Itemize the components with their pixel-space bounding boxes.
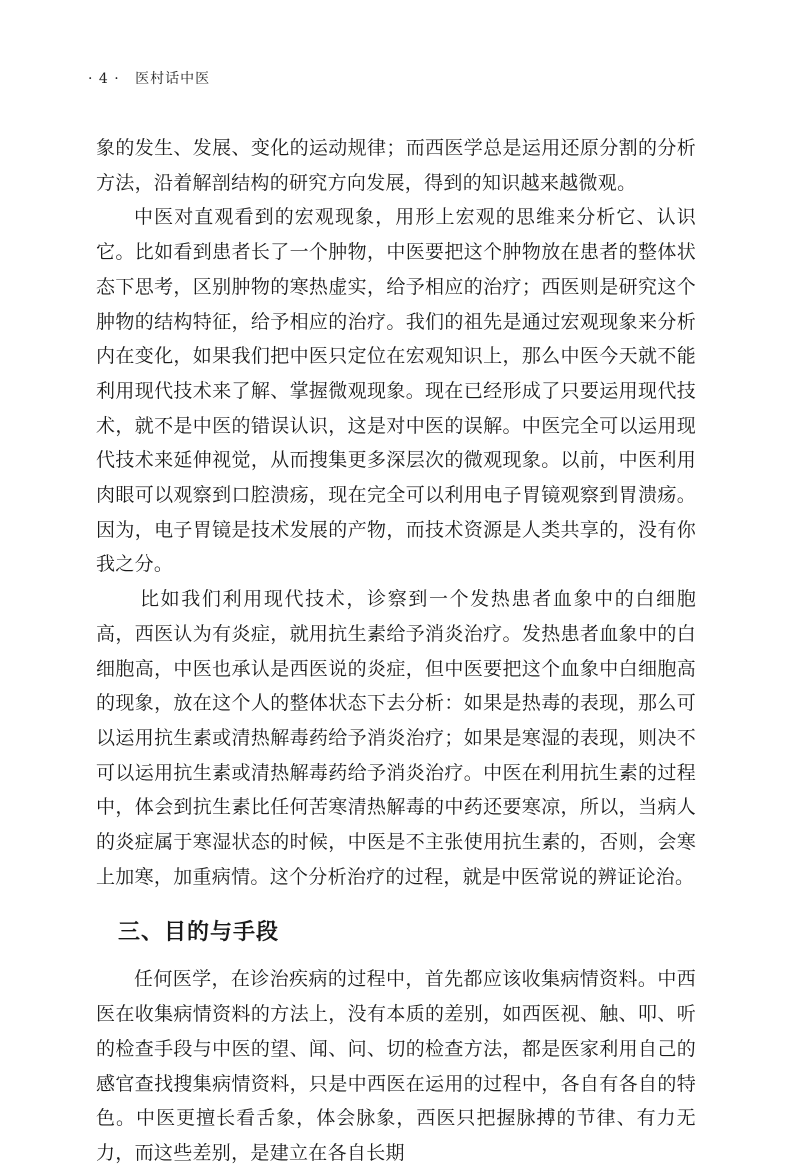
book-title: 医村话中医 — [135, 71, 211, 87]
page-body — [96, 131, 696, 1171]
page-number: · 4 · — [88, 71, 120, 87]
running-header — [88, 68, 210, 88]
paragraph-continued: 象的发生、发展、变化的运动规律；而西医学总是运用还原分割的分析方法，沿着解剖结构的研究方向发展，得到的知识越来越微观。 — [96, 137, 696, 194]
paragraph-macro-micro: 中医对直观看到的宏观现象，用形上宏观的思维来分析它、认识它。比如看到患者长了一个肿物，中医要把这个肿物放在患者的整体状态下思考，区别肿物的寒热虚实，给予相应的治疗；西医则是研究这个肿物的结构特征，给予相应的治疗。我们的祖先是通过宏观现象来分析内在变化，如果我们把中医只定位在宏观知识上，那么中医今天就不能利用现代技术来了解、掌握微观现象。现在已经形成了只要运用现代技术，就不是中医的错误认识，这是对中医的误解。中医完全可以运用现代技术来延伸视觉，从而搜集更多深层次的微观现象。以前，中医利用肉眼可以观察到口腔溃疡，现在完全可以利用电子胃镜观察到胃溃疡。因为，电子胃镜是技术发展的产物，而技术资源是人类共享的，没有你我之分。 — [96, 206, 696, 576]
section-heading: 三、目的与手段 — [118, 920, 280, 946]
paragraph-antibiotics: 比如我们利用现代技术，诊察到一个发热患者血象中的白细胞高，西医认为有炎症，就用抗生素给予消炎治疗。发热患者血象中的白细胞高，中医也承认是西医说的炎症，但中医要把这个血象中白细胞高的现象，放在这个人的整体状态下去分析：如果是热毒的表现，那么可以运用抗生素或清热解毒药给予消炎治疗；如果是寒湿的表现，则决不可以运用抗生素或清热解毒药给予消炎治疗。中医在利用抗生素的过程中，体会到抗生素比任何苦寒清热解毒的中药还要寒凉，所以，当病人的炎症属于寒湿状态的时候，中医是不主张使用抗生素的，否则，会寒上加寒，加重病情。这个分析治疗的过程，就是中医常说的辨证论治。 — [96, 588, 696, 888]
paragraph-section-body: 任何医学，在诊治疾病的过程中，首先都应该收集病情资料。中西医在收集病情资料的方法上，没有本质的差别，如西医视、触、叩、听的检查手段与中医的望、闻、问、切的检查方法，都是医家利用自己的感官查找搜集病情资料，只是中西医在运用的过程中，各自有各自的特色。中医更擅长看舌象，体会脉象，西医只把握脉搏的节律、有力无力，而这些差别，是建立在各自长期 — [96, 968, 696, 1164]
